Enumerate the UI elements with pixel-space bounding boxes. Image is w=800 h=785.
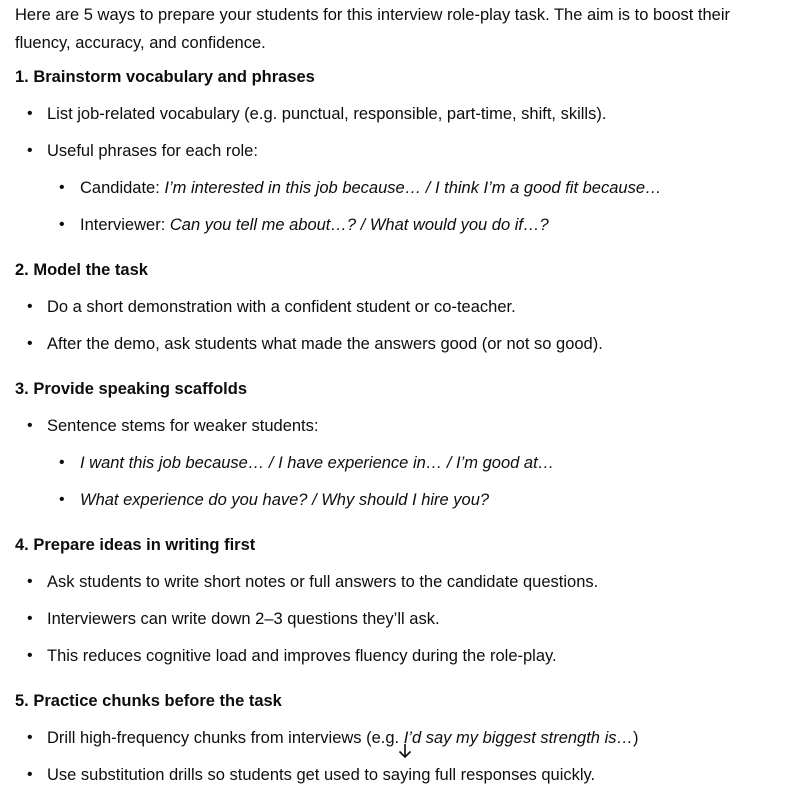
scroll-to-bottom-button[interactable]: [396, 742, 414, 760]
sub-list-item: • Interviewer: Can you tell me about…? / What would you do if…?: [59, 216, 549, 234]
section-heading-3: 3. Provide speaking scaffolds: [15, 380, 247, 398]
arrow-down-icon: [396, 742, 414, 760]
bullet: •: [27, 766, 33, 783]
list-item: • Useful phrases for each role:: [27, 142, 258, 160]
sub-list-item: • Candidate: I’m interested in this job because… / I think I’m a good fit because…: [59, 179, 662, 197]
sub-list-item: • I want this job because… / I have experience in… / I’m good at…: [59, 454, 555, 472]
bullet: •: [59, 491, 65, 508]
bullet: •: [27, 573, 33, 590]
list-item: • Do a short demonstration with a confident student or co-teacher.: [27, 298, 516, 316]
chat-message: [15, 0, 790, 785]
list-item: • Sentence stems for weaker students:: [27, 417, 319, 435]
list-item: • Drill high-frequency chunks from interviews (e.g. I’d say my biggest strength is…): [27, 729, 639, 747]
sub-list-item: • What experience do you have? / Why should I hire you?: [59, 491, 490, 509]
bullet: •: [27, 647, 33, 664]
intro-paragraph: Here are 5 ways to prepare your students for this interview role-play task. The aim is to boost their fluency, accuracy, and confidence.: [15, 6, 731, 52]
list-item: • After the demo, ask students what made the answers good (or not so good).: [27, 335, 603, 353]
section-heading-2: 2. Model the task: [15, 261, 148, 279]
bullet: •: [59, 179, 65, 196]
section-heading-4: 4. Prepare ideas in writing first: [15, 536, 256, 554]
bullet: •: [27, 335, 33, 352]
bullet: •: [59, 454, 65, 471]
bullet: •: [27, 105, 33, 122]
bullet: •: [27, 610, 33, 627]
bullet: •: [27, 417, 33, 434]
list-item: • This reduces cognitive load and improves fluency during the role-play.: [27, 647, 557, 665]
bullet: •: [27, 142, 33, 159]
bullet: •: [59, 216, 65, 233]
list-item: • Use substitution drills so students get used to saying full responses quickly.: [27, 766, 596, 784]
list-item: • List job-related vocabulary (e.g. punctual, responsible, part-time, shift, skills).: [27, 105, 607, 123]
list-item: • Ask students to write short notes or full answers to the candidate questions.: [27, 573, 599, 591]
section-heading-5: 5. Practice chunks before the task: [15, 692, 282, 710]
list-item: • Interviewers can write down 2–3 questions they’ll ask.: [27, 610, 440, 628]
bullet: •: [27, 298, 33, 315]
bullet: •: [27, 729, 33, 746]
section-heading-1: 1. Brainstorm vocabulary and phrases: [15, 68, 315, 86]
